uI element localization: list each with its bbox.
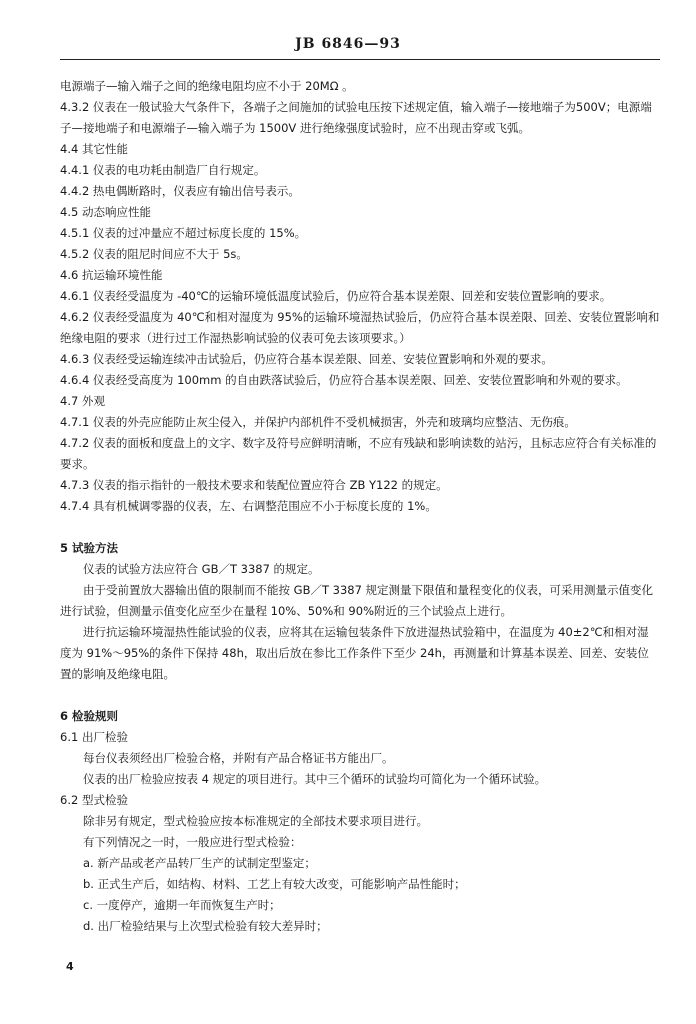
section-6-title: 6 检验规则 xyxy=(60,709,119,723)
list-item-c: c. 一度停产，逾期一年而恢复生产时； xyxy=(83,898,281,912)
list-item-a: a. 新产品或老产品转厂生产的试制定型鉴定； xyxy=(83,856,316,870)
clause-heading-4-7: 4.7 外观 xyxy=(60,394,105,408)
clause-heading-4-5: 4.5 动态响应性能 xyxy=(60,205,151,219)
clause-4-4-1: 4.4.1 仪表的电功耗由制造厂自行规定。 xyxy=(60,163,266,177)
page-number: 4 xyxy=(66,960,74,973)
paragraph: 电源端子—输入端子之间的绝缘电阻均应不小于 20MΩ 。 xyxy=(60,79,354,93)
section-5-paragraph: 仪表的试验方法应符合 GB／T 3387 的规定。 xyxy=(83,562,320,576)
section-6-1-title: 6.1 出厂检验 xyxy=(60,730,128,744)
section-6-2-paragraph: 除非另有规定，型式检验应按本标准规定的全部技术要求项目进行。 xyxy=(83,814,428,828)
section-5-paragraph: 进行抗运输环境湿热性能试验的仪表，应将其在运输包装条件下放进湿热试验箱中，在温度为 40±2℃和相对湿度为 91%～95%的条件下保持 48h，取出后放在参比工作条件下至少 24h，再测量和计算基本误差、回差、安装位置的影响及绝缘电阻。 xyxy=(60,625,649,681)
clause-4-4-2: 4.4.2 热电偶断路时，仪表应有输出信号表示。 xyxy=(60,184,300,198)
section-6-1-paragraph: 每台仪表须经出厂检验合格，并附有产品合格证书方能出厂。 xyxy=(83,751,394,765)
clause-4-3-2: 4.3.2 仪表在一般试验大气条件下，各端子之间施加的试验电压按下述规定值，输入端子—接地端子为500V；电源端子—接地端子和电源端子—输入端子为 1500V 进行绝缘强度试验时，应不出现击穿或飞弧。 xyxy=(60,100,652,135)
list-item-b: b. 正式生产后，如结构、材料、工艺上有较大改变，可能影响产品性能时； xyxy=(83,877,466,891)
section-5-title: 5 试验方法 xyxy=(60,541,119,555)
header-rule xyxy=(60,59,660,60)
section-6-2-title: 6.2 型式检验 xyxy=(60,793,128,807)
clause-4-7-3: 4.7.3 仪表的指示指针的一般技术要求和装配位置应符合 ZB Y122 的规定。 xyxy=(60,478,448,492)
page-body xyxy=(60,76,660,937)
section-6-2-paragraph: 有下列情况之一时，一般应进行型式检验： xyxy=(83,835,302,849)
clause-4-7-1: 4.7.1 仪表的外壳应能防止灰尘侵入，并保护内部机件不受机械损害，外壳和玻璃均应整洁、无伤痕。 xyxy=(60,415,576,429)
clause-4-6-4: 4.6.4 仪表经受高度为 100mm 的自由跌落试验后，仍应符合基本误差限、回差、安装位置影响和外观的要求。 xyxy=(60,373,628,387)
clause-4-6-1: 4.6.1 仪表经受温度为 -40℃的运输环境低温度试验后，仍应符合基本误差限、回差和安装位置影响的要求。 xyxy=(60,289,612,303)
clause-heading-4-4: 4.4 其它性能 xyxy=(60,142,128,156)
clause-4-5-1: 4.5.1 仪表的过冲量应不超过标度长度的 15%。 xyxy=(60,226,307,240)
document-header: JB 6846—93 xyxy=(295,36,401,52)
list-item-d: d. 出厂检验结果与上次型式检验有较大差异时； xyxy=(83,919,328,933)
clause-heading-4-6: 4.6 抗运输环境性能 xyxy=(60,268,163,282)
section-6-1-paragraph: 仪表的出厂检验应按表 4 规定的项目进行。其中三个循环的试验均可简化为一个循环试验。 xyxy=(83,772,547,786)
clause-4-5-2: 4.5.2 仪表的阻尼时间应不大于 5s。 xyxy=(60,247,248,261)
section-5-paragraph: 由于受前置放大器输出值的限制而不能按 GB／T 3387 规定测量下限值和量程变化的仪表，可采用测量示值变化进行试验，但测量示值变化应至少在量程 10%、50%和 90%附近的三个试验点上进行。 xyxy=(60,583,654,618)
clause-4-6-3: 4.6.3 仪表经受运输连续冲击试验后，仍应符合基本误差限、回差、安装位置影响和外观的要求。 xyxy=(60,352,553,366)
clause-4-7-4: 4.7.4 具有机械调零器的仪表，左、右调整范围应不小于标度长度的 1%。 xyxy=(60,499,437,513)
clause-4-7-2: 4.7.2 仪表的面板和度盘上的文字、数字及符号应鲜明清晰，不应有残缺和影响读数的站污，且标志应符合有关标准的要求。 xyxy=(60,436,657,471)
clause-4-6-2: 4.6.2 仪表经受温度为 40℃和相对湿度为 95%的运输环境湿热试验后，仍应符合基本误差限、回差、安装位置影响和绝缘电阻的要求（进行过工作湿热影响试验的仪表可免去该项要求。） xyxy=(60,310,660,345)
